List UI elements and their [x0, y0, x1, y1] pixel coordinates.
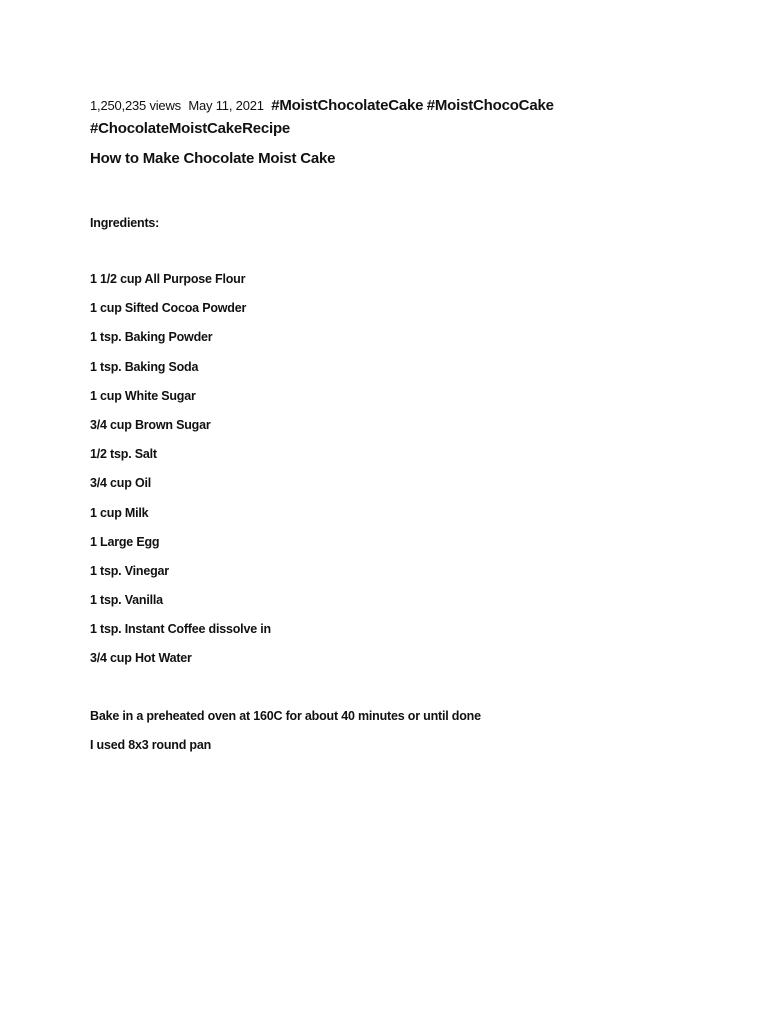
recipe-title: How to Make Chocolate Moist Cake	[90, 150, 336, 167]
ingredient-item: 1 Large Egg	[90, 534, 160, 549]
ingredient-item: 1 tsp. Vanilla	[90, 593, 163, 608]
baking-instruction: Bake in a preheated oven at 160C for about 40 minutes or until done	[90, 708, 481, 723]
hashtag-moist-choco-cake[interactable]: #MoistChocoCake	[426, 97, 554, 114]
hashtag-chocolate-moist-cake-recipe[interactable]: #ChocolateMoistCakeRecipe	[90, 120, 291, 137]
ingredient-item: 3/4 cup Oil	[90, 476, 152, 491]
ingredient-item: 3/4 cup Brown Sugar	[90, 417, 211, 432]
ingredient-item: 1 tsp. Baking Powder	[90, 330, 213, 345]
ingredient-item: 1 tsp. Baking Soda	[90, 359, 199, 374]
ingredient-item: 3/4 cup Hot Water	[90, 651, 192, 666]
video-meta-line	[90, 94, 710, 118]
ingredient-item: 1 tsp. Instant Coffee dissolve in	[90, 622, 271, 637]
ingredient-item: 1 cup Milk	[90, 505, 149, 520]
ingredient-item: 1/2 tsp. Salt	[90, 447, 157, 462]
ingredient-item: 1 cup White Sugar	[90, 388, 196, 403]
ingredient-item: 1 cup Sifted Cocoa Powder	[90, 301, 247, 316]
ingredient-item: 1 1/2 cup All Purpose Flour	[90, 272, 246, 286]
ingredients-heading: Ingredients:	[90, 216, 160, 230]
hashtag-moist-chocolate-cake[interactable]: #MoistChocolateCake	[271, 97, 424, 114]
instructions-section	[90, 709, 710, 767]
document-content	[90, 94, 710, 767]
hashtag-line-2	[90, 116, 710, 142]
ingredient-item: 1 tsp. Vinegar	[90, 563, 169, 578]
pan-size-note: I used 8x3 round pan	[90, 737, 212, 752]
upload-date: May 11, 2021	[188, 98, 264, 113]
view-count: 1,250,235 views	[90, 98, 181, 113]
ingredient-list	[90, 272, 710, 681]
